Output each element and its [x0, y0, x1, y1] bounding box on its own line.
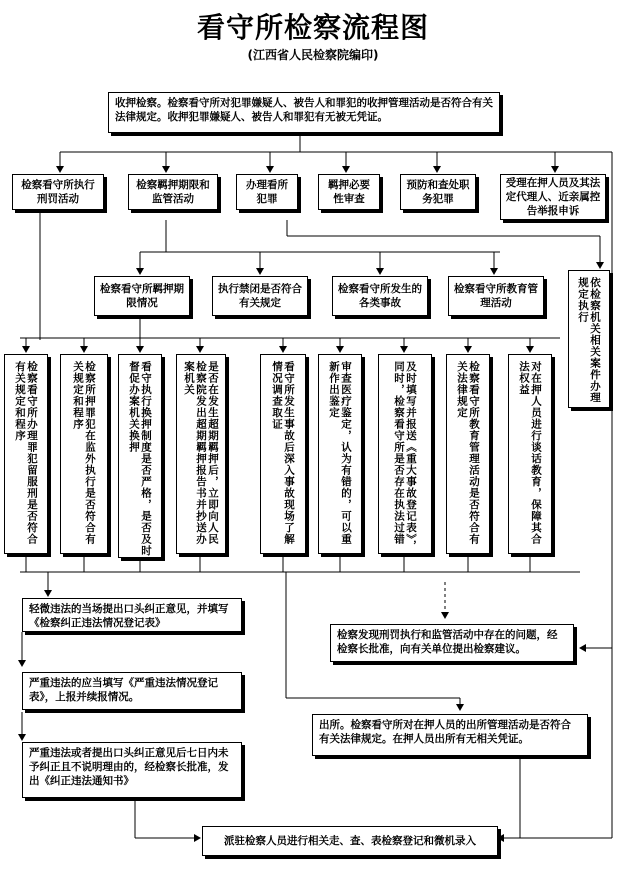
- correction-notice-step: 严重违法或者提出口头纠正意见后七日内未予纠正且不说明理由的，经检察长批准，发出《纠正违法通知书》: [22, 742, 242, 798]
- l2-incidents: 检察看守所发生的各类事故: [332, 276, 428, 316]
- column-box: 检察看守所教育管理活动是否符合有关法律规定: [446, 354, 490, 554]
- intake-inspection-box: 收押检察。检察看守所对犯罪嫌疑人、被告人和罪犯的收押管理活动是否符合有关法律规定。收押犯罪嫌疑人、被告人和罪犯有无被无凭证。: [108, 92, 500, 133]
- release-inspection-box: 出所。检察看守所对在押人员的出所管理活动是否符合有关法律规定。在押人员出所有无相关凭证。: [312, 714, 588, 756]
- l2-education-management: 检察看守所教育管理活动: [448, 276, 544, 316]
- minor-violation-step: 轻微违法的当场提出口头纠正意见，并填写《检察纠正违法情况登记表》: [22, 598, 242, 632]
- column-box: 对在押人员进行谈话教育，保障其合法权益: [508, 354, 552, 554]
- l1-duty-crime-prevention: 预防和查处职务犯罪: [400, 174, 476, 210]
- l2-custody-period: 检察看守所羁押期限情况: [94, 276, 190, 316]
- l2-confinement-rules: 执行禁闭是否符合有关规定: [212, 276, 308, 316]
- page-title: 看守所检察流程图: [196, 11, 429, 44]
- l1-complaint-handling: 受理在押人员及其法定代理人、近亲属控告举报申诉: [500, 174, 606, 220]
- column-box: 审查医疗鉴定，认为有错的，可以重新作出鉴定: [318, 354, 362, 554]
- serious-violation-step: 严重违法的应当填写《严重违法情况登记表》，上报并续报情况。: [22, 672, 242, 710]
- column-box: 检察看守所办理罪犯留服刑是否符合有关规定和程序: [4, 354, 48, 554]
- related-case-rules-box: 依检察机关相关案件办理规定执行: [568, 270, 610, 408]
- column-box: 检察所押罪犯在监外执行是否符合有关规定和程序: [60, 354, 108, 554]
- procuratorial-suggestion-box: 检察发现刑罚执行和监管活动中存在的问题，经检察长批准，向有关单位提出检察建议。: [330, 624, 574, 662]
- l1-penalty-execution: 检察看守所执行刑罚活动: [12, 174, 104, 210]
- registration-entry-box: 派驻检察人员进行相关走、查、表检察登记和微机录入: [202, 826, 498, 856]
- column-box: 是否在发生超期羁押后，立即向人民检察院发出超期羁押报告书并抄送办案机关: [176, 354, 226, 554]
- l1-necessity-review: 羁押必要性审查: [318, 174, 380, 210]
- column-box: 看守执行换押制度是否严格，是否及时督促办案机关换押: [118, 354, 162, 558]
- l1-custody-supervision: 检察羁押期限和监管活动: [128, 174, 218, 210]
- page-subtitle: (江西省人民检察院编印): [247, 48, 379, 62]
- l1-detention-crime: 办理看所犯罪: [236, 174, 298, 210]
- column-box: 及时填写并报送《重大事故登记表》，同时，检察看守所是否存在执法过错: [378, 354, 432, 554]
- column-box: 看守所发生事故后深入事故现场了解情况调查取证: [260, 354, 306, 554]
